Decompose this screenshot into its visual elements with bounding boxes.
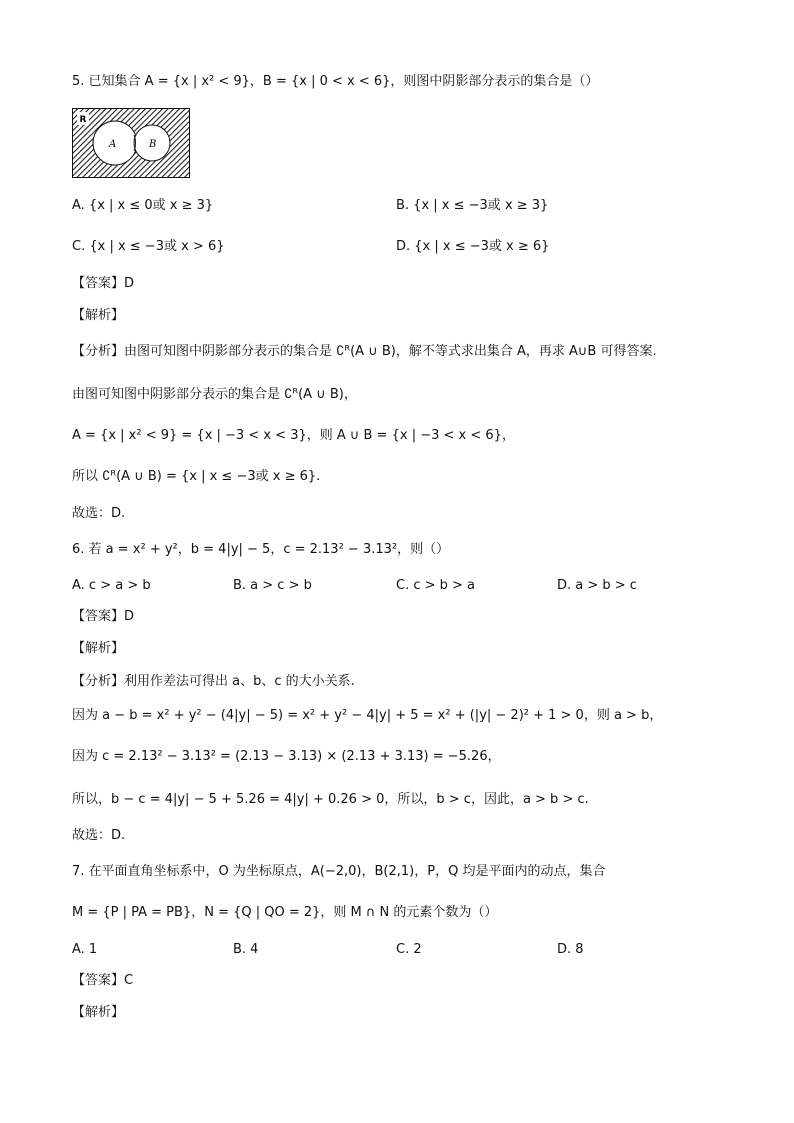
q5-option-c: C. {x | x ≤ −3或 x > 6} (72, 239, 225, 254)
q7-solution-heading: 【解析】 (72, 1005, 125, 1020)
q5-step-1: 由图可知图中阴影部分表示的集合是 ∁ᴿ(A ∪ B)， (72, 387, 357, 402)
q6-option-d: D. a > b > c (557, 578, 637, 593)
q6-answer: 【答案】D (72, 609, 135, 624)
q7-stem-line-2: M = {P | PA = PB}，N = {Q | QO = 2}，则 M ∩ N 的元素个数为（） (72, 905, 498, 920)
q5-option-d: D. {x | x ≤ −3或 x ≥ 6} (396, 239, 550, 254)
q5-option-b: B. {x | x ≤ −3或 x ≥ 3} (396, 198, 549, 213)
q5-step-2: A = {x | x² < 9} = {x | −3 < x < 3}，则 A ∪ B = {x | −3 < x < 6}， (72, 428, 515, 443)
q7-option-a: A. 1 (72, 942, 98, 957)
q6-option-a: A. c > a > b (72, 578, 151, 593)
q5-option-a: A. {x | x ≤ 0或 x ≥ 3} (72, 198, 214, 213)
q6-step-1: 因为 a − b = x² + y² − (4|y| − 5) = x² + y² − 4|y| + 5 = x² + (|y| − 2)² + 1 > 0，则 a > b， (72, 708, 663, 723)
q6-option-b: B. a > c > b (233, 578, 312, 593)
q6-analysis: 【分析】利用作差法可得出 a、b、c 的大小关系. (72, 674, 355, 689)
q7-option-c: C. 2 (396, 942, 422, 957)
q5-analysis: 【分析】由图可知图中阴影部分表示的集合是 ∁ᴿ(A ∪ B)，解不等式求出集合 A，再求 A∪B 可得答案. (72, 344, 657, 359)
q7-option-d: D. 8 (557, 942, 584, 957)
q7-option-b: B. 4 (233, 942, 259, 957)
q7-answer: 【答案】C (72, 973, 134, 988)
set-b-label: B (149, 139, 157, 150)
q6-step-3: 所以，b − c = 4|y| − 5 + 5.26 = 4|y| + 0.26 > 0，所以，b > c，因此，a > b > c. (72, 792, 589, 807)
q5-solution-heading: 【解析】 (72, 308, 125, 323)
q6-step-2: 因为 c = 2.13² − 3.13² = (2.13 − 3.13) × (2.13 + 3.13) = −5.26， (72, 749, 501, 764)
q5-stem: 5. 已知集合 A = {x | x² < 9}，B = {x | 0 < x < 6}，则图中阴影部分表示的集合是（） (72, 74, 599, 89)
q5-choice: 故选：D. (72, 506, 126, 521)
venn-diagram (72, 108, 190, 178)
set-a-label: A (109, 139, 117, 150)
q6-solution-heading: 【解析】 (72, 641, 125, 656)
q6-choice: 故选：D. (72, 828, 126, 843)
q6-option-c: C. c > b > a (396, 578, 476, 593)
universe-label: R (79, 115, 87, 125)
q5-step-3: 所以 ∁ᴿ(A ∪ B) = {x | x ≤ −3或 x ≥ 6}. (72, 469, 321, 484)
q5-answer: 【答案】D (72, 276, 135, 291)
q6-stem: 6. 若 a = x² + y²，b = 4|y| − 5，c = 2.13² − 3.13²，则（） (72, 542, 450, 557)
q7-stem-line-1: 7. 在平面直角坐标系中，O 为坐标原点，A(−2,0)，B(2,1)，P，Q 均是平面内的动点，集合 (72, 864, 606, 879)
